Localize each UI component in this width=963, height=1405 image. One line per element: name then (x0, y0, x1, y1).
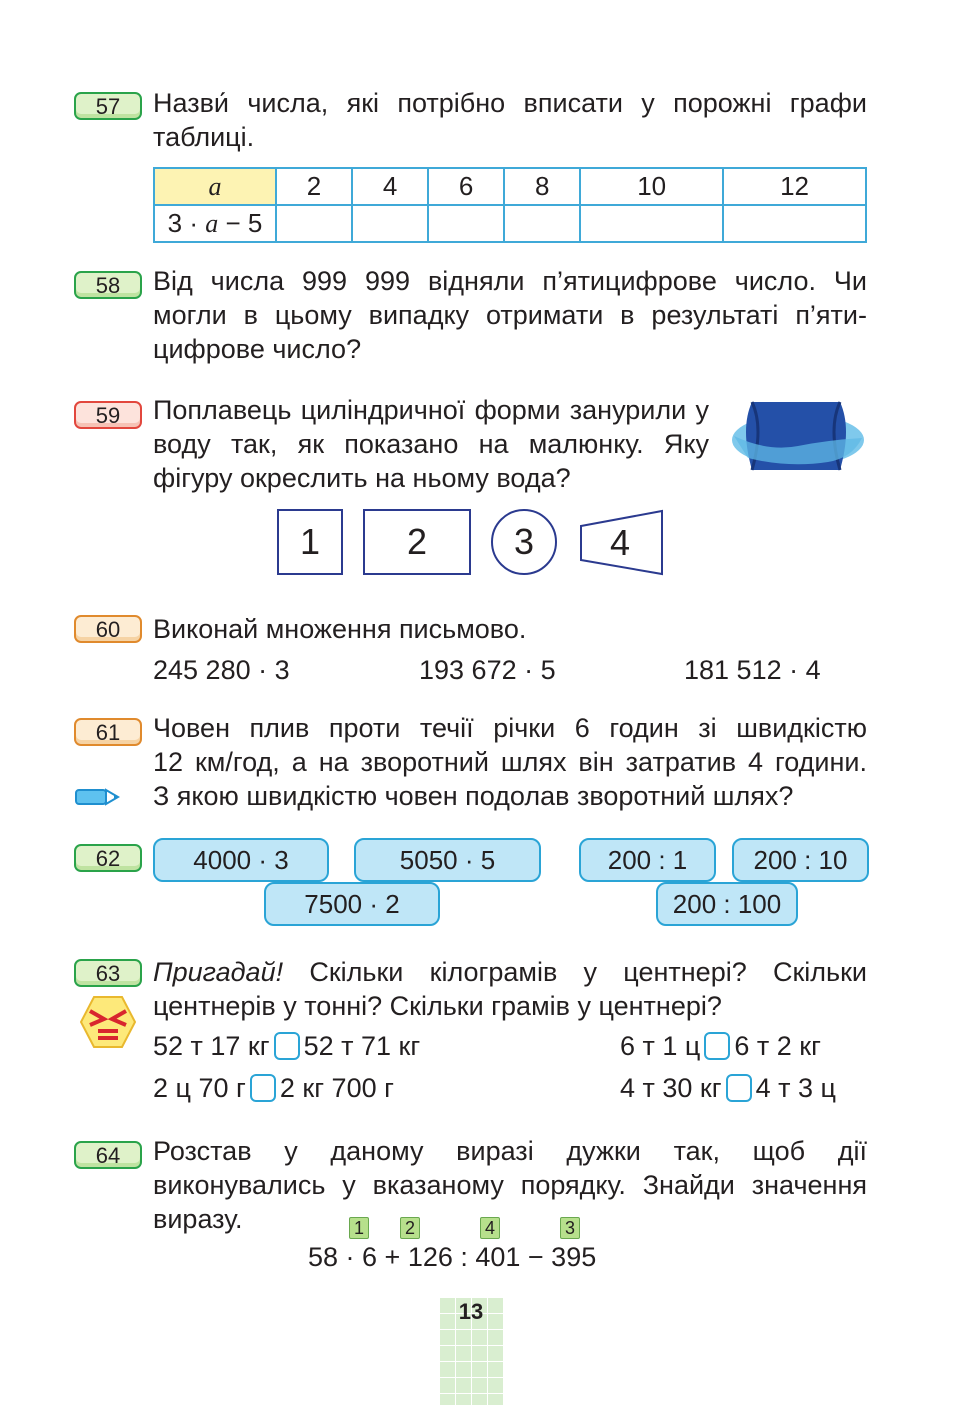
expression-pill: 200 : 1 (579, 838, 716, 882)
compare-box[interactable] (250, 1074, 276, 1102)
task-number-62: 62 (74, 844, 142, 872)
task-61-line-1: Човен плив проти течії річки 6 годин зі швидкістю (153, 713, 867, 743)
task-number-57: 57 (74, 92, 142, 120)
option-circle[interactable]: 3 (491, 509, 557, 575)
table-empty-cell[interactable] (580, 205, 723, 242)
expression: 245 280 · 3 (153, 655, 290, 685)
table-empty-cell[interactable] (352, 205, 428, 242)
compare-box[interactable] (726, 1074, 752, 1102)
table-empty-cell[interactable] (276, 205, 352, 242)
task-number-61: 61 (74, 718, 142, 746)
comparison-row: 52 т 17 кг 52 т 71 кг (153, 1031, 421, 1061)
order-badge: 4 (480, 1217, 500, 1239)
table-cell: 6 (428, 168, 504, 205)
memo-face-icon (80, 995, 136, 1049)
expression-pill: 4000 · 3 (153, 838, 329, 882)
expression-pill: 200 : 100 (656, 882, 798, 926)
table-cell: 2 (276, 168, 352, 205)
task-number-58: 58 (74, 271, 142, 299)
table-cell: 10 (580, 168, 723, 205)
table-cell: 4 (352, 168, 428, 205)
task-number-59: 59 (74, 401, 142, 429)
table-empty-cell[interactable] (504, 205, 580, 242)
table-empty-cell[interactable] (723, 205, 866, 242)
compare-box[interactable] (704, 1032, 730, 1060)
compare-box[interactable] (274, 1032, 300, 1060)
comparison-row: 2 ц 70 г 2 кг 700 г (153, 1073, 394, 1103)
expression-pill: 7500 · 2 (264, 882, 440, 926)
table-head-a: a (154, 168, 276, 205)
expression-pill: 5050 · 5 (354, 838, 541, 882)
pencil-icon (74, 785, 122, 809)
task-number-64: 64 (74, 1141, 142, 1169)
task-59-text: Поплавець циліндричної форми занурили у воду так, як показано на малюнку. Яку фігуру окреслить на ньому вода? (153, 395, 709, 493)
table-cell: 12 (723, 168, 866, 205)
task-63-italic: Пригадай! (153, 957, 284, 987)
table-empty-cell[interactable] (428, 205, 504, 242)
order-badge: 3 (560, 1217, 580, 1239)
order-badge: 2 (400, 1217, 420, 1239)
task-61-line-3: З якою швидкістю човен подолав зворотний шлях? (153, 781, 794, 811)
task-61-line-2: 12 км/год, а на зворотний шлях він затратив 4 години. (153, 747, 867, 777)
comparison-row: 6 т 1 ц 6 т 2 кг (620, 1031, 821, 1061)
task-58-text: Від числа 999 999 відняли п’ятицифрове число. Чи могли в цьому випадку отримати в результаті п’яти-цифрове число? (153, 266, 867, 364)
task-number-60: 60 (74, 615, 142, 643)
task-57-table (153, 167, 867, 243)
table-cell: 8 (504, 168, 580, 205)
task-63-text (153, 955, 867, 1023)
option-square[interactable]: 1 (277, 509, 343, 575)
expression-pill: 200 : 10 (732, 838, 869, 882)
expression: 193 672 · 5 (419, 655, 556, 685)
task-57-text: Назви́ числа, які потрібно вписати у порожні графи таблиці. (153, 88, 867, 152)
page-number: 13 (458, 1299, 484, 1324)
task-60-text: Виконай множення письмово. (153, 614, 527, 644)
option-trapezoid-label: 4 (609, 522, 631, 563)
order-badge: 1 (349, 1217, 369, 1239)
option-rectangle[interactable]: 2 (363, 509, 471, 575)
task-64-expression: 58 · 6 + 126 : 401 − 395 (308, 1242, 597, 1272)
comparison-row: 4 т 30 кг 4 т 3 ц (620, 1073, 836, 1103)
cylinder-float-image (728, 388, 868, 483)
table-head-expression: 3 · a − 5 (154, 205, 276, 242)
task-number-63: 63 (74, 959, 142, 987)
expression: 181 512 · 4 (684, 655, 821, 685)
task-64-text: Розстав у даному виразі дужки так, щоб дії виконувались у вказаному порядку. Знайди значення виразу. (153, 1136, 867, 1234)
task-63-body: Скільки кілограмів у центнері? Скільки центнерів у тонні? Скільки грамів у центнері? (153, 957, 867, 1021)
